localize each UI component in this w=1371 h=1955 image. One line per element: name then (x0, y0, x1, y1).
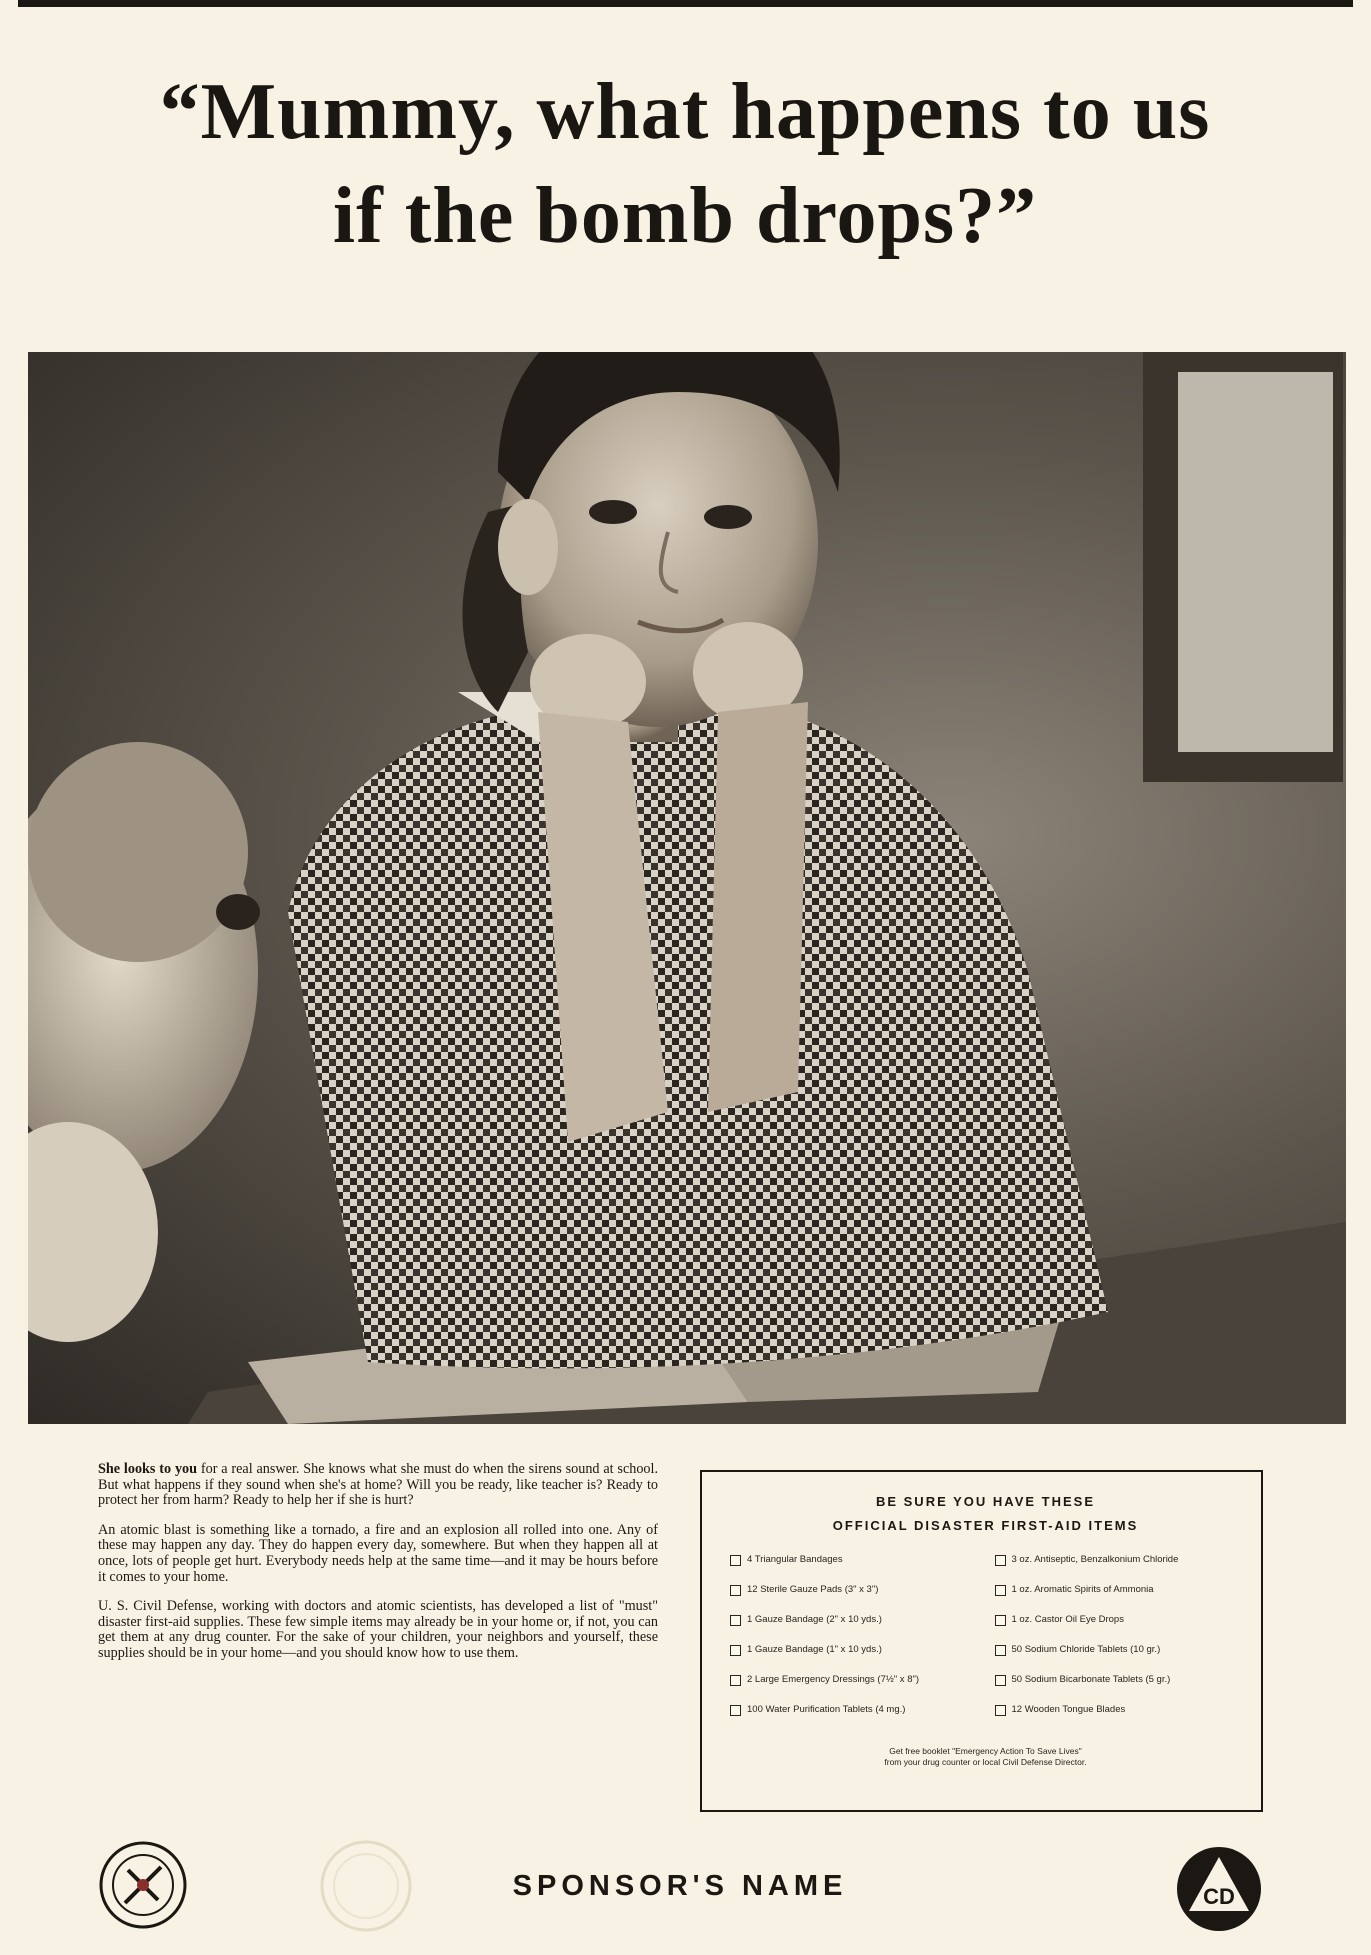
headline (60, 60, 1310, 268)
checklist-item-label: 12 Wooden Tongue Blades (1011, 1704, 1126, 1715)
headline-line-1: “Mummy, what happens to us (159, 68, 1211, 156)
photo-child-worried (28, 352, 1346, 1424)
checklist-footer (730, 1746, 1241, 1768)
checkbox-icon[interactable] (730, 1615, 741, 1626)
body-paragraph-2: An atomic blast is something like a tornado, a fire and an explosion all rolled into one. Any of these may happen any day. They do happen every day, somewhere. But when they happen all at once, lots of people get hurt. Everybody needs help at the same time—and it may be hours before it comes to your home. (98, 1521, 658, 1585)
checklist-item[interactable] (995, 1704, 1242, 1734)
checklist-item[interactable] (730, 1674, 977, 1704)
photo-illustration (28, 352, 1346, 1424)
checklist-left-column (730, 1554, 977, 1734)
checklist-item-label: 12 Sterile Gauze Pads (3" x 3") (747, 1584, 879, 1595)
checklist-item-label: 4 Triangular Bandages (747, 1554, 843, 1565)
seal-icon (98, 1840, 188, 1935)
checklist-items (730, 1554, 1241, 1734)
checklist-item-label: 1 oz. Castor Oil Eye Drops (1011, 1614, 1124, 1625)
body-paragraph-1-text: for a real answer. She knows what she must do when the sirens sound at school. But what happens if they sound when she's at home? Will you be ready, like teacher is? Ready to protect her from harm? Ready to help her if she is hurt? (98, 1461, 659, 1509)
checklist-item-label: 3 oz. Antiseptic, Benzalkonium Chloride (1011, 1554, 1179, 1565)
body-paragraph-1 (98, 1462, 658, 1509)
checklist-footer-line-2: from your drug counter or local Civil Defense Director. (884, 1757, 1087, 1767)
checklist-item-label: 100 Water Purification Tablets (4 mg.) (747, 1704, 906, 1715)
checkbox-icon[interactable] (995, 1585, 1006, 1596)
checklist-title (730, 1490, 1241, 1538)
checkbox-icon[interactable] (730, 1585, 741, 1596)
checkbox-icon[interactable] (995, 1675, 1006, 1686)
checklist-item-label: 2 Large Emergency Dressings (7½" x 8") (747, 1674, 920, 1685)
body-copy (98, 1462, 658, 1676)
checklist-item[interactable] (730, 1644, 977, 1674)
checkbox-icon[interactable] (995, 1645, 1006, 1656)
checklist-item[interactable] (730, 1584, 977, 1614)
checklist-item-label: 1 Gauze Bandage (1" x 10 yds.) (747, 1644, 882, 1655)
body-lead: She looks to you (98, 1461, 198, 1477)
checklist-right-column (995, 1554, 1242, 1734)
body-paragraph-3: U. S. Civil Defense, working with doctors and atomic scientists, has developed a list of "must" disaster first-aid supplies. These few simple items may already be in your home or, if not, you can get them at any drug counter. For the sake of your children, your neighbors and yourself, these supplies should be in your home—and you should know how to use them. (98, 1598, 658, 1661)
checklist-title-line-2: OFFICIAL DISASTER FIRST-AID ITEMS (832, 1518, 1139, 1533)
checkbox-icon[interactable] (730, 1645, 741, 1656)
checklist-item[interactable] (730, 1704, 977, 1734)
civil-defense-letters: CD (1203, 1884, 1235, 1909)
checkbox-icon[interactable] (730, 1675, 741, 1686)
headline-line-2: if the bomb drops?” (332, 172, 1038, 260)
checklist-footer-line-1: Get free booklet "Emergency Action To Save Lives" (889, 1746, 1082, 1756)
checklist-item[interactable] (995, 1554, 1242, 1584)
checklist-item[interactable] (730, 1554, 977, 1584)
checklist-item-label: 50 Sodium Chloride Tablets (10 gr.) (1011, 1644, 1161, 1655)
checklist-item-label: 1 Gauze Bandage (2" x 10 yds.) (747, 1614, 882, 1625)
top-rule (18, 0, 1353, 7)
checklist-item[interactable] (995, 1674, 1242, 1704)
checkbox-icon[interactable] (995, 1705, 1006, 1716)
checklist-item[interactable] (730, 1614, 977, 1644)
checklist-item[interactable] (995, 1584, 1242, 1614)
first-aid-checklist (700, 1470, 1263, 1812)
checkbox-icon[interactable] (995, 1555, 1006, 1566)
checkbox-icon[interactable] (995, 1615, 1006, 1626)
civil-defense-logo-icon (1175, 1845, 1263, 1938)
checklist-title-line-1: BE SURE YOU HAVE THESE (875, 1494, 1096, 1509)
checkbox-icon[interactable] (730, 1705, 741, 1716)
checklist-item-label: 50 Sodium Bicarbonate Tablets (5 gr.) (1011, 1674, 1171, 1685)
sponsor-name: SPONSOR'S NAME (512, 1870, 848, 1902)
checklist-item-label: 1 oz. Aromatic Spirits of Ammonia (1011, 1584, 1154, 1595)
checkbox-icon[interactable] (730, 1555, 741, 1566)
checklist-item[interactable] (995, 1644, 1242, 1674)
checklist-item[interactable] (995, 1614, 1242, 1644)
